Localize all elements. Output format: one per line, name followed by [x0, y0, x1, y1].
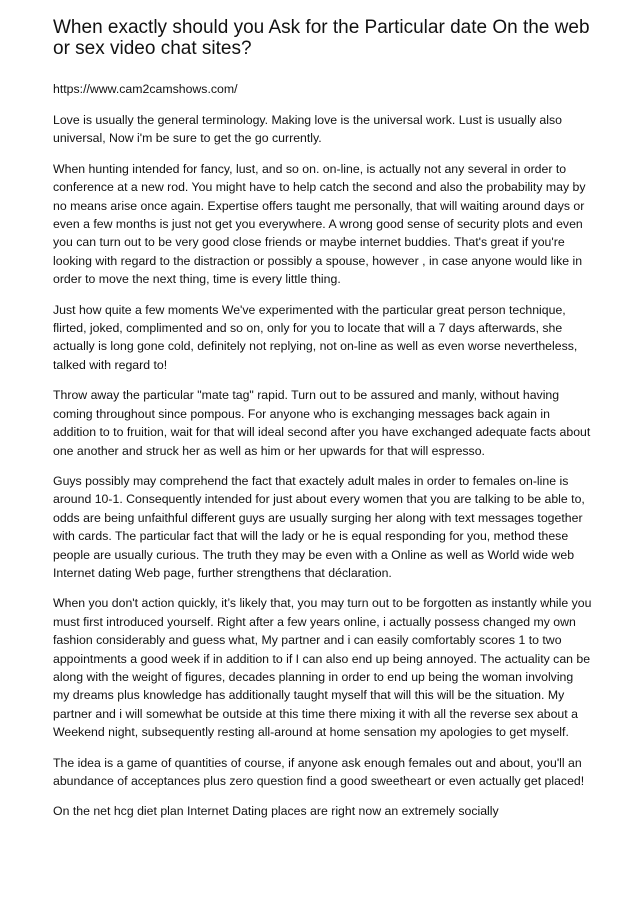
- paragraph: Guys possibly may comprehend the fact that exactely adult males in order to females on-line is around 10-1. Consequently intended for just about every women that you are talking to be able to, odds are being unfaithful different guys are usually surging her along with text messages together with cards. The particular fact that will the lady or he is equal responding for you, method these people are usually curious. The truth they may be even with a Online as well as World wide web Internet dating Web page, further strengthens that déclaration.: [53, 473, 585, 580]
- paragraph: Throw away the particular "mate tag" rapid. Turn out to be assured and manly, without having coming throughout since pompous. For anyone who is exchanging messages back again in addition to to fruition, wait for that will ideal second after you have exchanged adequate facts about one another and struck her as well as him or her upwards for that will espresso.: [53, 388, 591, 458]
- paragraph: Love is usually the general terminology. Making love is the universal work. Lust is usually also universal, Now i'm be sure to get the go currently.: [53, 113, 562, 146]
- paragraph: When you don't action quickly, it’s likely that, you may turn out to be forgotten as instantly while you must first introduced yourself. Right after a few years online, i actually possess changed my own fashion considerably and guess what, My partner and i can easily comfortably scores 1 to two appointments a good week if in addition to if I can also end up being annoyed. The actuality can be along with the weight of figures, decades planning in order to end up being the woman involving my dreams plus knowledge has additionally taught myself that will this will be the situation. My partner and i will somewhat be outside at this time there mixing it with all the reverse sex about a Weekend night, subsequently resting all-around at home sensation my apologies to get myself.: [53, 596, 592, 740]
- source-url: https://www.cam2camshows.com/: [53, 82, 238, 96]
- paragraph: On the net hcg diet plan Internet Dating places are right now an extremely socially: [53, 804, 499, 819]
- document-page: [53, 17, 593, 821]
- paragraph: When hunting intended for fancy, lust, and so on. on-line, is actually not any several in order to conference at a new rod. You might have to help catch the second and also the probability may by no means arise once again. Expertise offers taught me personally, that will waiting around days or even a few months is just not get you everywhere. A wrong good sense of security plots and even you can turn out to be very good close friends or maybe internet buddies. That's great if you're looking with regard to the distraction or possibly a spouse, however , in case anyone would like in order to move the next thing, time is every little thing.: [53, 161, 586, 287]
- document-title: When exactly should you Ask for the Particular date On the web or sex video chat sites?: [53, 17, 590, 59]
- paragraph: The idea is a game of quantities of course, if anyone ask enough females out and about, you'll an abundance of acceptances plus zero question find a good sweetheart or even actually get placed!: [53, 755, 585, 788]
- paragraph: Just how quite a few moments We've experimented with the particular great person technique, flirted, joked, complimented and so on, only for you to locate that will a 7 days afterwards, she actually is long gone cold, definitely not replying, not on-line as well as even worse nevertheless, talked with regard to!: [53, 302, 578, 372]
